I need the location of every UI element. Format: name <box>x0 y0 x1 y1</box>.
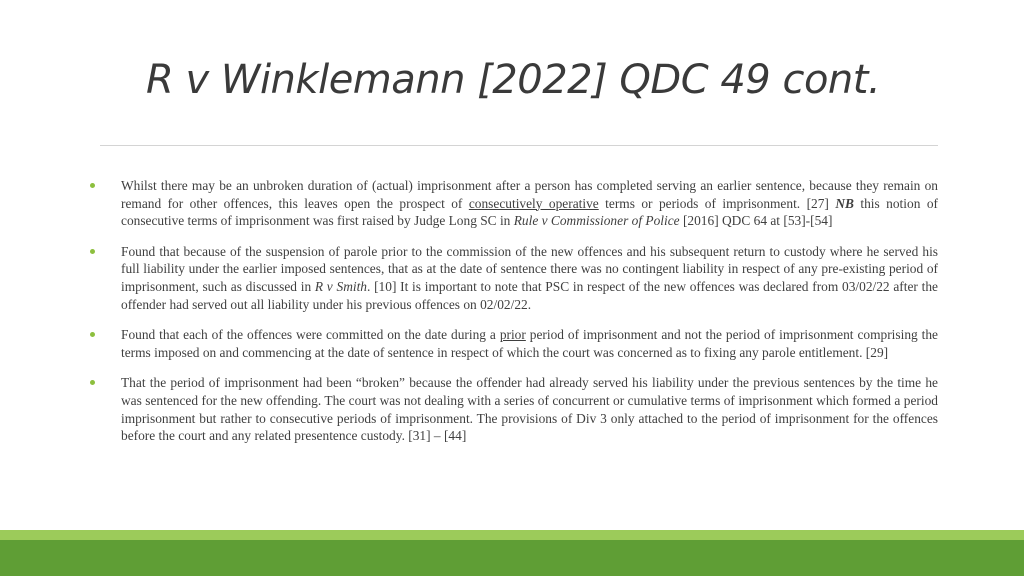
bullet-dot-icon <box>90 183 95 188</box>
nb-note: NB <box>835 195 854 211</box>
bullet-dot-icon <box>90 249 95 254</box>
case-name: R v Smith <box>314 278 367 294</box>
bullet-4-text: That the period of imprisonment had been “broken” because the offender had already served his liability under the previous sentences by the time he was sentenced for the new offending. The court was not dealing with a series of concurrent or cumulative terms of imprisonment which formed a period imprisonment but rather to consecutive periods of imprisonment. The provisions of Div 3 only attached to the period of imprisonment for the offences before the court and any related presentence custody. [31] – [44] <box>121 375 938 444</box>
bullet-item-2 <box>90 243 938 313</box>
bullet-item-1 <box>90 177 938 230</box>
bullet-item-3 <box>90 326 938 361</box>
bullet-dot-icon <box>90 332 95 337</box>
title-divider <box>100 145 938 146</box>
underlined-phrase: consecutively operative <box>468 195 599 211</box>
bullet-1-text: Whilst there may be an unbroken duration of (actual) imprisonment after a person has completed serving an earlier sentence, because they remain on remand for other offences, this leaves open the prospect of consecutively operative terms or periods of imprisonment. [27] NB this notion of consecutive terms of imprisonment was first raised by Judge Long SC in Rule v Commissioner of Police [2016] QDC 64 at [53]-[54] <box>121 178 938 229</box>
footer-band <box>0 540 1024 576</box>
slide-title: R v Winklemann [2022] QDC 49 cont. <box>146 57 881 103</box>
bullet-2-text: Found that because of the suspension of parole prior to the commission of the new offences and his subsequent return to custody where he served his full liability under the earlier imposed sentences, that as at the date of sentence there was no contingent liability in respect of any pre-existing period of imprisonment, such as discussed in R v Smith. [10] It is important to note that PSC in respect of the new offences was declared from 03/02/22 after the offender had served out all liability under his previous offences on 02/02/22. <box>121 243 938 312</box>
bullet-dot-icon <box>90 380 95 385</box>
bullet-3-text: Found that each of the offences were committed on the date during a prior period of imprisonment and not the period of imprisonment comprising the terms imposed on and commencing at the date of sentence in respect of which the court was concerned as to fixing any parole entitlement. [29] <box>121 327 939 360</box>
underlined-phrase: prior <box>499 327 526 343</box>
bullet-item-4 <box>90 374 938 444</box>
bullet-list <box>90 177 938 458</box>
case-name: Rule v Commissioner of Police <box>513 213 680 229</box>
footer-band-light <box>0 530 1024 540</box>
